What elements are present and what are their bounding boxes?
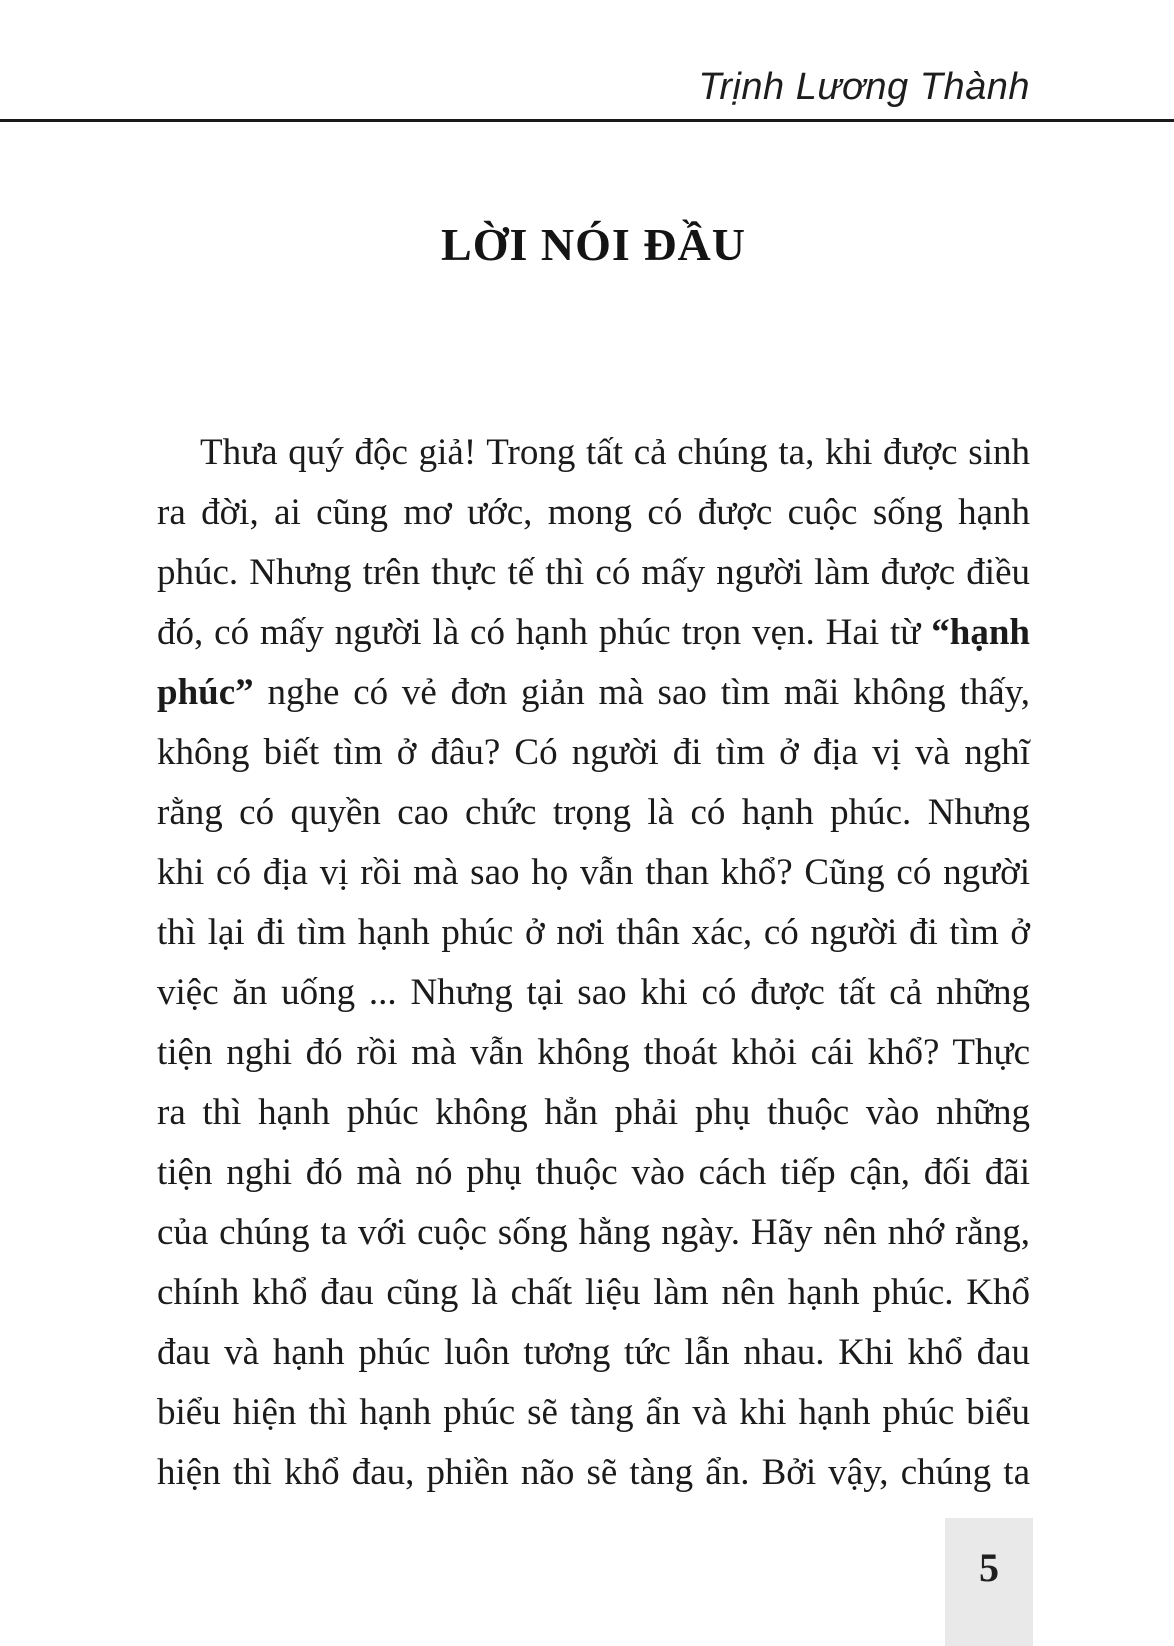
text-segment: “hạnh <box>931 612 1030 653</box>
text-line <box>157 603 1030 663</box>
text-segment: thì lại đi tìm hạnh phúc ở nơi thân xác, có người đi tìm ở <box>157 912 1030 953</box>
text-line <box>157 1443 1030 1503</box>
text-line <box>157 1323 1030 1383</box>
text-segment: ra đời, ai cũng mơ ước, mong có được cuộc sống hạnh <box>157 492 1030 533</box>
running-header-author: Trịnh Lương Thành <box>698 66 1030 108</box>
page-number: 5 <box>979 1545 999 1590</box>
text-line <box>157 423 1030 483</box>
text-segment: Thưa quý độc giả! Trong tất cả chúng ta, khi được sinh <box>200 432 1030 473</box>
text-line <box>157 903 1030 963</box>
text-segment: việc ăn uống ... Nhưng tại sao khi có được tất cả những <box>157 972 1030 1013</box>
text-line <box>157 1083 1030 1143</box>
header-rule-divider <box>0 119 1174 122</box>
text-line <box>157 1203 1030 1263</box>
text-line <box>157 543 1030 603</box>
text-line <box>157 1383 1030 1443</box>
text-segment: của chúng ta với cuộc sống hằng ngày. Hãy nên nhớ rằng, <box>157 1212 1030 1253</box>
text-line <box>157 963 1030 1023</box>
chapter-title: LỜI NÓI ĐẦU <box>441 219 746 270</box>
text-segment: tiện nghi đó rồi mà vẫn không thoát khỏi cái khổ? Thực <box>157 1032 1030 1073</box>
text-segment: phúc. Nhưng trên thực tế thì có mấy người làm được điều <box>157 552 1030 593</box>
text-line <box>157 483 1030 543</box>
text-segment: đau và hạnh phúc luôn tương tức lẫn nhau. Khi khổ đau <box>157 1332 1030 1373</box>
text-segment: phúc” <box>157 672 254 713</box>
text-line <box>157 1143 1030 1203</box>
text-segment: hiện thì khổ đau, phiền não sẽ tàng ẩn. Bởi vậy, chúng ta <box>157 1452 1030 1493</box>
text-segment: nghe có vẻ đơn giản mà sao tìm mãi không thấy, <box>253 672 1030 713</box>
page-number-tab <box>945 1518 1033 1646</box>
text-segment: biểu hiện thì hạnh phúc sẽ tàng ẩn và khi hạnh phúc biểu <box>157 1392 1030 1433</box>
text-segment: chính khổ đau cũng là chất liệu làm nên hạnh phúc. Khổ <box>157 1272 1030 1313</box>
text-segment: khi có địa vị rồi mà sao họ vẫn than khổ? Cũng có người <box>157 852 1030 893</box>
text-line <box>157 663 1030 723</box>
text-segment: tiện nghi đó mà nó phụ thuộc vào cách tiếp cận, đối đãi <box>157 1152 1030 1193</box>
text-line <box>157 783 1030 843</box>
text-line <box>157 1023 1030 1083</box>
text-line <box>157 1263 1030 1323</box>
body-text <box>157 423 1030 1503</box>
text-segment: đó, có mấy người là có hạnh phúc trọn vẹn. Hai từ <box>157 612 932 653</box>
text-segment: ra thì hạnh phúc không hẳn phải phụ thuộc vào những <box>157 1092 1030 1133</box>
text-line <box>157 723 1030 783</box>
text-segment: rằng có quyền cao chức trọng là có hạnh phúc. Nhưng <box>157 792 1030 833</box>
text-segment: không biết tìm ở đâu? Có người đi tìm ở địa vị và nghĩ <box>157 732 1030 773</box>
text-line <box>157 843 1030 903</box>
